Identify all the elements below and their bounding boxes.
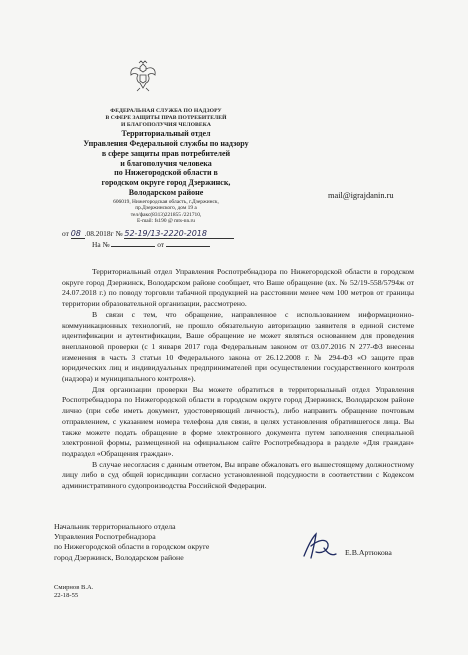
executor-phone: 22-18-55	[54, 592, 79, 600]
signatory-line: Управления Роспотребнадзора	[54, 532, 156, 542]
body-paragraph: Для организации проверки Вы можете обратиться в территориальный отдел Управления Роспотребнадзора по Нижегородской области в городском округе город Дзержинск, Володарском районе лично (при себе иметь документ, удостоверяющий личность), либо направить обращение почтовым отправлением, с указанием номера телефона для связи, в целях установления обратившегося лица. Вы также можете подать обращение в форме электронного документа путем заполнения специальной электронной формы, размещенной на официальном сайте Роспотребнадзора в разделе «Для граждан» подраздел «Обращения граждан».	[62, 384, 414, 458]
department-line: городском округе город Дзержинск,	[101, 178, 231, 188]
signatory-name: Е.В.Артюкова	[345, 548, 392, 557]
department-line: и благополучия человека	[120, 158, 212, 168]
body-paragraph: Территориальный отдел Управления Роспотребнадзора по Нижегородской области в городском округе город Дзержинск, Володарском районе сообщает, что Ваше обращение (вх. № 52/19-558/5794ж от 24.07.2018 г.) по поводу торговли табачной продукцией на расстоянии менее чем 100 метров от границы территории образовательной организации, рассмотрено.	[62, 267, 414, 309]
ref-date: .08.2018г	[84, 229, 114, 238]
address-line: E-mail: fs190 @ mts-nn.ru	[137, 218, 195, 225]
department-line: Территориальный отдел	[121, 129, 211, 139]
department-line: Управления Федеральной службы по надзору	[83, 139, 249, 149]
signatory-title	[54, 522, 209, 563]
department-line: по Нижегородской области в	[114, 168, 218, 178]
signatory-line: по Нижегородской области в городском округе	[54, 542, 210, 552]
incoming-from-label: от	[157, 240, 165, 249]
agency-line: ФЕДЕРАЛЬНАЯ СЛУЖБА ПО НАДЗОРУ	[110, 108, 222, 114]
address-line: 606019, Нижегородская область, г.Дзержинск,	[113, 198, 219, 205]
address-line: пр.Дзержинского, дом 19 а	[135, 205, 197, 212]
executor-name: Смирнов В.А.	[54, 584, 94, 591]
recipient-email: mail@igrajdanin.ru	[328, 191, 394, 200]
signatory-line: город Дзержинск, Володарском районе	[54, 552, 184, 562]
incoming-reference	[92, 240, 210, 249]
ref-date-handwritten: 08	[71, 229, 85, 239]
department-line: Володарском районе	[128, 187, 204, 197]
outgoing-reference	[62, 229, 234, 239]
department-line: в сфере защиты прав потребителей	[101, 148, 231, 158]
handwritten-signature	[298, 528, 340, 562]
incoming-date-blank	[166, 246, 210, 247]
incoming-number-label: На №	[92, 240, 110, 249]
agency-header	[48, 108, 284, 225]
coat-of-arms-icon	[128, 60, 158, 94]
body-paragraph: В связи с тем, что обращение, направленное с использованием информационно-коммуникационных технологий, не прошло обязательную авторизацию заявителя в единой системе идентификации и аутентификации, Ваше обращение не может являться основанием для проведения внеплановой проверки (с 1 января 2017 года Федеральным законом от 03.07.2016 N 277-ФЗ внесены изменения в часть 3 статьи 10 Федерального закона от 26.12.2008 г. № 294-ФЗ «О защите прав юридических лиц и индивидуальных предпринимателей при осуществлении государственного контроля (надзора) и муниципального контроля»).	[62, 309, 414, 384]
agency-line: В СФЕРЕ ЗАЩИТЫ ПРАВ ПОТРЕБИТЕЛЕЙ	[105, 114, 227, 121]
incoming-number-blank	[111, 246, 155, 247]
signatory-line: Начальник территориального отдела	[54, 522, 176, 531]
letter-body	[62, 267, 414, 492]
ref-number-label: №	[115, 229, 123, 238]
ref-from-label: от	[62, 229, 69, 238]
executor-info	[54, 584, 93, 601]
ref-number-handwritten: 52-19/13-2220-2018	[124, 229, 234, 239]
address-line: тел/факс(8313)221855 /221710,	[130, 211, 202, 218]
agency-line: И БЛАГОПОЛУЧИЯ ЧЕЛОВЕКА	[120, 121, 211, 128]
body-paragraph: В случае несогласия с данным ответом, Вы вправе обжаловать его вышестоящему должностному лицу либо в суд общей юрисдикции согласно установленной подсудности в соответствии с Кодексом административного судопроизводства Российской Федерации.	[62, 459, 414, 491]
